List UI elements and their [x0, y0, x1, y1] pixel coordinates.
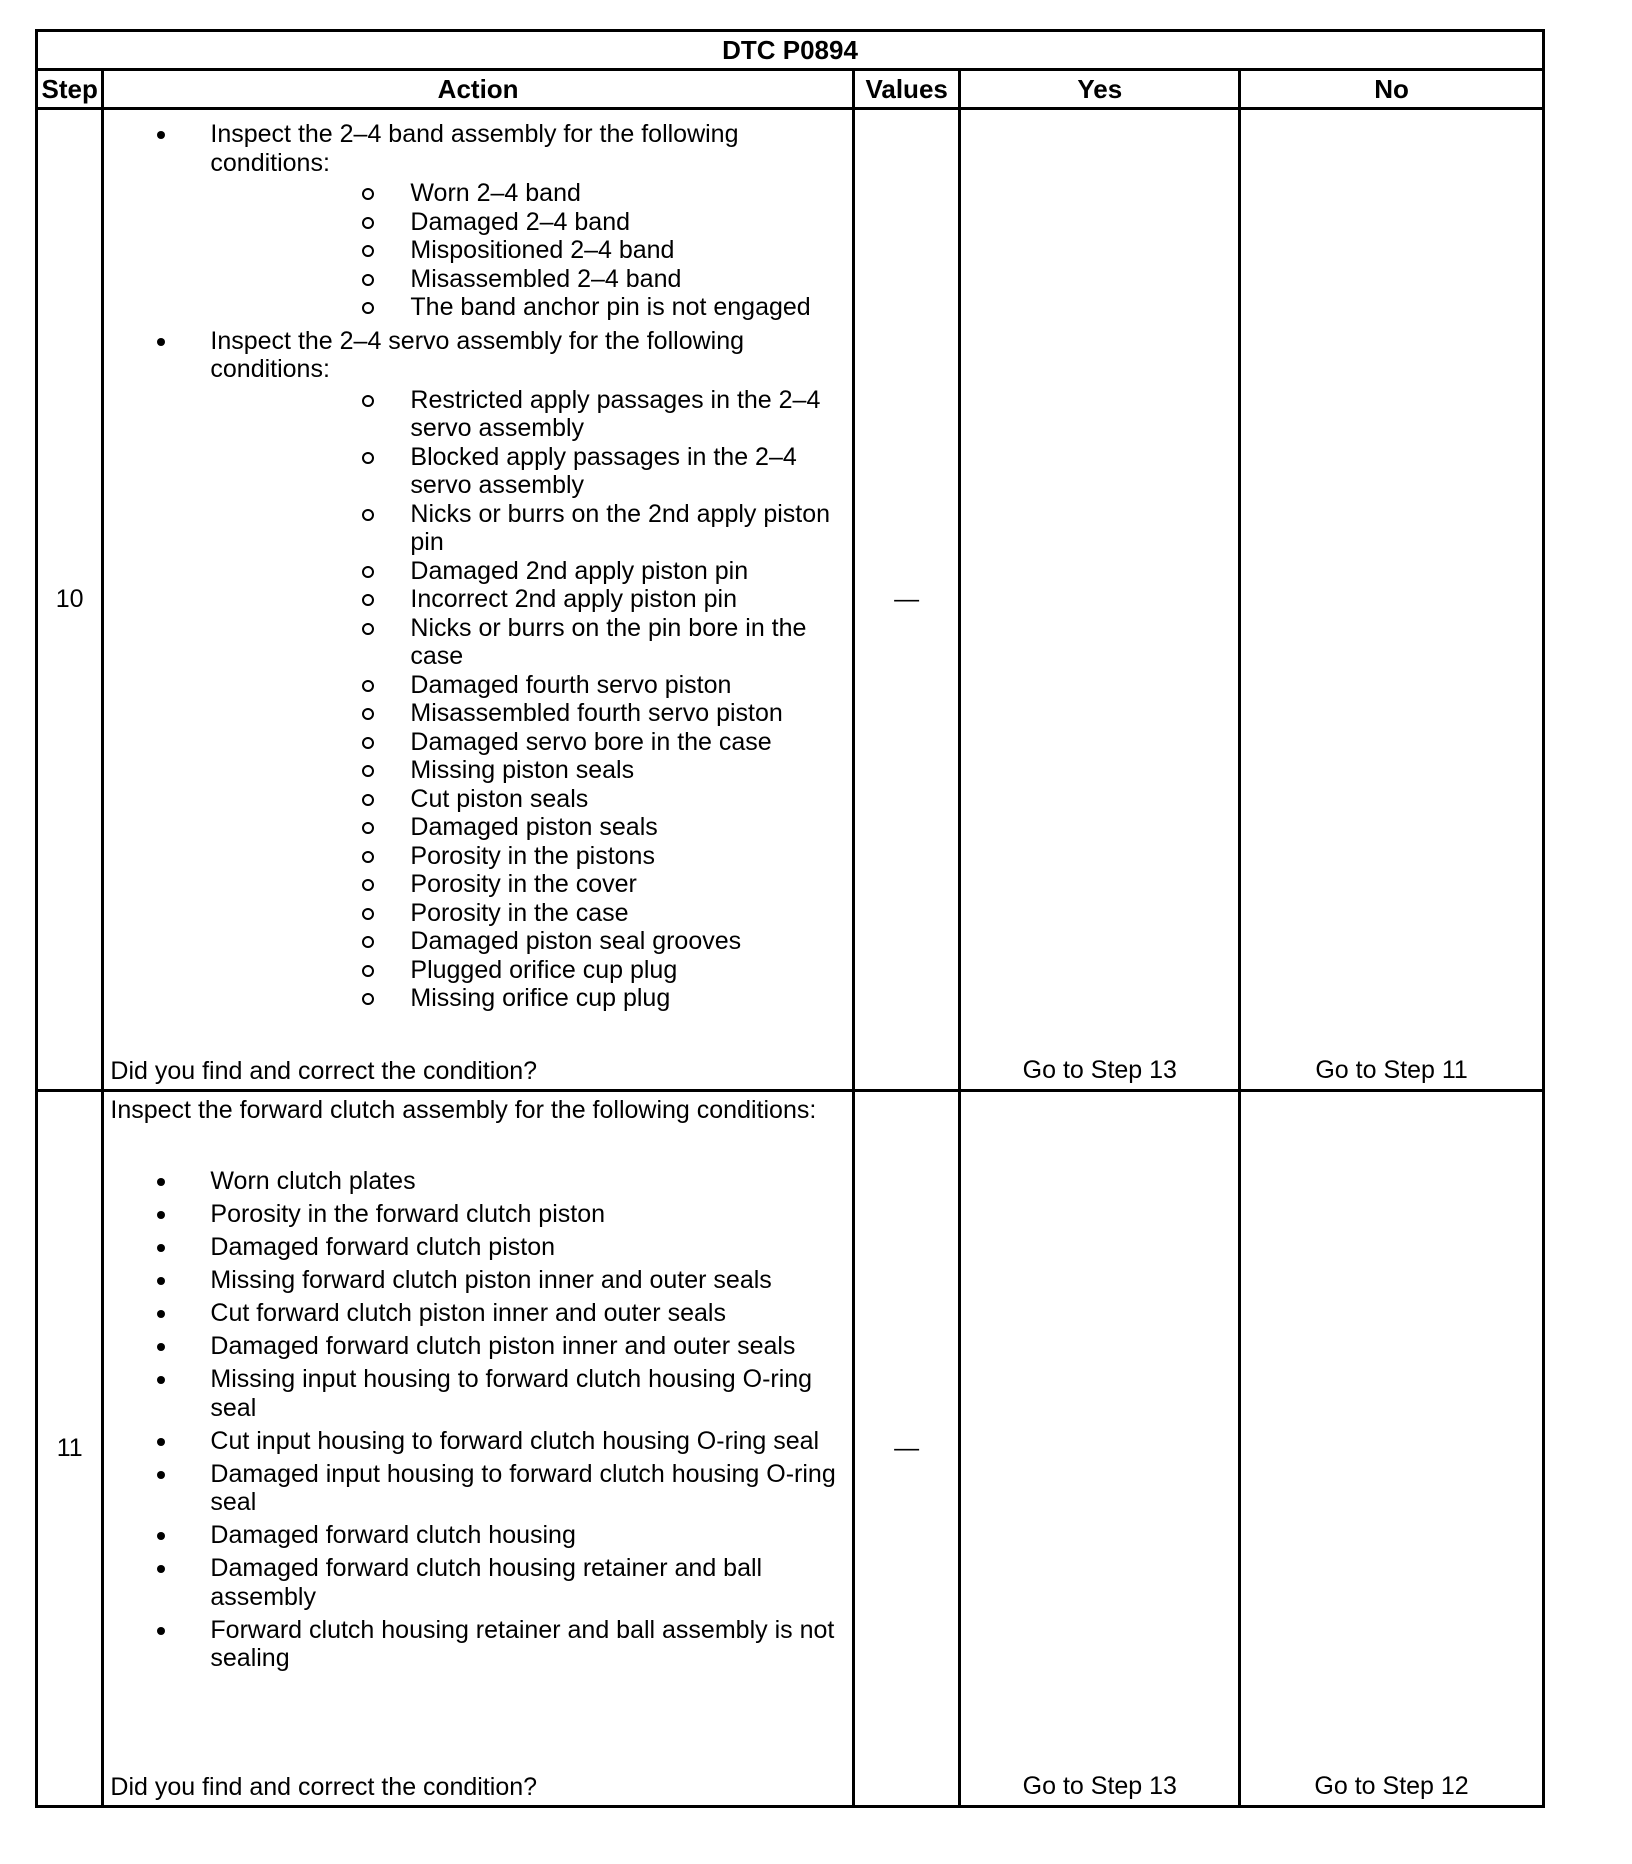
list-item: Damaged input housing to forward clutch housing O-ring seal	[110, 1460, 845, 1517]
sub-list-item: Damaged 2nd apply piston pin	[210, 557, 845, 586]
bullet-icon	[157, 1532, 165, 1540]
circle-bullet-icon	[362, 822, 374, 834]
list-item: Porosity in the forward clutch piston	[110, 1200, 845, 1229]
bullet-icon	[157, 131, 165, 139]
circle-bullet-icon	[362, 452, 374, 464]
circle-bullet-icon	[362, 509, 374, 521]
yes-link[interactable]: Go to Step 13	[1022, 1772, 1177, 1800]
header-action: Action	[103, 70, 853, 109]
sub-list-item: Cut piston seals	[210, 785, 845, 814]
circle-bullet-icon	[362, 245, 374, 257]
sub-list-item: Porosity in the pistons	[210, 842, 845, 871]
circle-bullet-icon	[362, 680, 374, 692]
list-item: Forward clutch housing retainer and ball assembly is not sealing	[110, 1616, 845, 1673]
sub-list-item: Blocked apply passages in the 2–4 servo assembly	[210, 443, 845, 500]
sub-list-item: Porosity in the cover	[210, 870, 845, 899]
sub-list-item: Damaged fourth servo piston	[210, 671, 845, 700]
sub-list-item: The band anchor pin is not engaged	[210, 293, 845, 322]
yes-cell	[960, 1091, 1240, 1807]
circle-bullet-icon	[362, 395, 374, 407]
sub-list-item: Porosity in the case	[210, 899, 845, 928]
header-row	[37, 70, 1544, 109]
circle-bullet-icon	[362, 993, 374, 1005]
circle-bullet-icon	[362, 737, 374, 749]
step-number: 10	[37, 109, 103, 1091]
bullet-icon	[157, 1343, 165, 1351]
circle-bullet-icon	[362, 708, 374, 720]
bullet-icon	[157, 338, 165, 346]
sub-list-item: Damaged 2–4 band	[210, 208, 845, 237]
action-cell	[103, 1091, 853, 1807]
question-text: Did you find and correct the condition?	[110, 1772, 538, 1801]
circle-bullet-icon	[362, 794, 374, 806]
bullet-icon	[157, 1565, 165, 1573]
sub-list-item: Mispositioned 2–4 band	[210, 236, 845, 265]
sub-list-item: Misassembled fourth servo piston	[210, 699, 845, 728]
no-link[interactable]: Go to Step 11	[1315, 1056, 1468, 1084]
circle-bullet-icon	[362, 908, 374, 920]
circle-bullet-icon	[362, 188, 374, 200]
circle-bullet-icon	[362, 765, 374, 777]
sub-list-item: Restricted apply passages in the 2–4 servo assembly	[210, 386, 845, 443]
sub-list-item: Nicks or burrs on the 2nd apply piston pin	[210, 500, 845, 557]
action-cell	[103, 109, 853, 1091]
bullet-icon	[157, 1277, 165, 1285]
sub-list-item: Damaged piston seals	[210, 813, 845, 842]
circle-bullet-icon	[362, 623, 374, 635]
circle-bullet-icon	[362, 936, 374, 948]
circle-bullet-icon	[362, 879, 374, 891]
sub-list-item: Damaged piston seal grooves	[210, 927, 845, 956]
list-item: Inspect the 2–4 servo assembly for the following conditions: Restricted apply passages in the 2–4 servo assembly Blocked apply passages in the 2–4 servo assembly Nicks or burrs on the 2nd apply piston pin Damaged 2nd apply piston pin Incorrect 2nd apply piston pin Nicks or burrs on the pin bore in the case Damaged fourth servo piston Misassembled fourth servo piston Damaged servo bore in the case Missing piston seals Cut piston seals Damaged piston seals Porosity in the pistons Porosity in the cover Porosity in the case Damaged piston seal grooves Plugged orifice cup plug Missing orifice cup plug	[110, 327, 845, 1013]
list-item: Damaged forward clutch housing retainer and ball assembly	[110, 1554, 845, 1611]
list-item: Damaged forward clutch housing	[110, 1521, 845, 1550]
sub-list-item: Worn 2–4 band	[210, 179, 845, 208]
table-title: DTC P0894	[37, 31, 1544, 70]
table-row	[37, 109, 1544, 1091]
list-item: Cut forward clutch piston inner and outer seals	[110, 1299, 845, 1328]
step-number: 11	[37, 1091, 103, 1807]
list-item: Inspect the 2–4 band assembly for the following conditions: Worn 2–4 band Damaged 2–4 band Mispositioned 2–4 band Misassembled 2–4 band The band anchor pin is not engaged	[110, 120, 845, 322]
table-row	[37, 1091, 1544, 1807]
sub-list-item: Damaged servo bore in the case	[210, 728, 845, 757]
header-values: Values	[853, 70, 960, 109]
bullet-icon	[157, 1627, 165, 1635]
circle-bullet-icon	[362, 851, 374, 863]
bullet-icon	[157, 1178, 165, 1186]
question-text: Did you find and correct the condition?	[110, 1056, 538, 1085]
bullet-icon	[157, 1438, 165, 1446]
list-item: Missing input housing to forward clutch housing O-ring seal	[110, 1365, 845, 1422]
circle-bullet-icon	[362, 965, 374, 977]
list-item: Cut input housing to forward clutch housing O-ring seal	[110, 1427, 845, 1456]
bullet-icon	[157, 1244, 165, 1252]
bullet-icon	[157, 1310, 165, 1318]
bullet-icon	[157, 1211, 165, 1219]
circle-bullet-icon	[362, 274, 374, 286]
sub-list-item: Missing piston seals	[210, 756, 845, 785]
circle-bullet-icon	[362, 566, 374, 578]
list-item: Missing forward clutch piston inner and outer seals	[110, 1266, 845, 1295]
values-cell: —	[853, 109, 960, 1091]
no-link[interactable]: Go to Step 12	[1314, 1772, 1469, 1800]
circle-bullet-icon	[362, 302, 374, 314]
bullet-icon	[157, 1376, 165, 1384]
yes-link[interactable]: Go to Step 13	[1022, 1056, 1177, 1084]
header-no: No	[1240, 70, 1544, 109]
sub-list-item: Misassembled 2–4 band	[210, 265, 845, 294]
list-item: Damaged forward clutch piston inner and outer seals	[110, 1332, 845, 1361]
no-cell	[1240, 1091, 1544, 1807]
intro-text: Inspect the forward clutch assembly for the following conditions:	[110, 1096, 817, 1124]
yes-cell	[960, 109, 1240, 1091]
header-yes: Yes	[960, 70, 1240, 109]
list-item: Worn clutch plates	[110, 1167, 845, 1196]
dtc-table	[35, 29, 1545, 1808]
sub-list-item: Incorrect 2nd apply piston pin	[210, 585, 845, 614]
circle-bullet-icon	[362, 217, 374, 229]
list-item: Damaged forward clutch piston	[110, 1233, 845, 1262]
sub-list-item: Missing orifice cup plug	[210, 984, 845, 1013]
sub-list-item: Nicks or burrs on the pin bore in the case	[210, 614, 845, 671]
values-cell: —	[853, 1091, 960, 1807]
circle-bullet-icon	[362, 594, 374, 606]
sub-list-item: Plugged orifice cup plug	[210, 956, 845, 985]
header-step: Step	[37, 70, 103, 109]
no-cell	[1240, 109, 1544, 1091]
bullet-icon	[157, 1471, 165, 1479]
